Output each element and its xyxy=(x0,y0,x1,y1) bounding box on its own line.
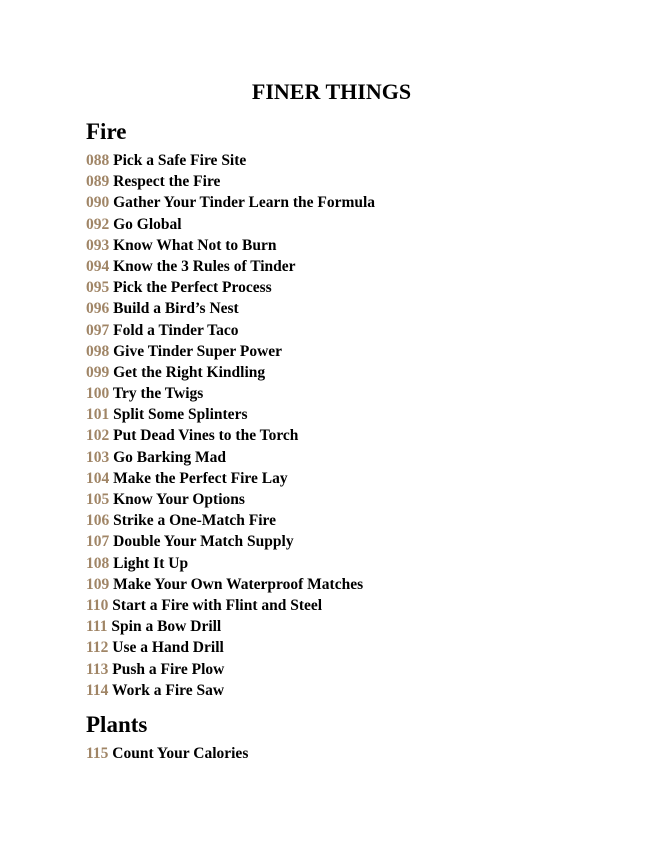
toc-entry[interactable] xyxy=(86,489,375,510)
toc-entry[interactable] xyxy=(86,383,375,404)
toc-entry[interactable] xyxy=(86,404,375,425)
toc-entry[interactable] xyxy=(86,256,375,277)
toc-entry-title: Know the 3 Rules of Tinder xyxy=(113,257,296,275)
toc-entry[interactable] xyxy=(86,531,375,552)
toc-entry-title: Know Your Options xyxy=(113,491,245,508)
toc-entry[interactable] xyxy=(86,192,375,213)
toc-entry[interactable] xyxy=(86,574,375,595)
toc-entry-title: Light It Up xyxy=(113,554,189,572)
toc-entry-number: 098 xyxy=(86,342,110,360)
toc-entry-title: Use a Hand Drill xyxy=(112,639,224,657)
toc-entry-title: Pick the Perfect Process xyxy=(113,279,272,297)
toc-entry-number: 113 xyxy=(86,660,109,678)
toc-entry-number: 110 xyxy=(86,596,109,614)
toc-entry[interactable] xyxy=(86,616,375,637)
toc-entry-number: 095 xyxy=(86,279,110,297)
toc-entry-number: 088 xyxy=(86,152,110,169)
toc-entry-title: Work a Fire Saw xyxy=(112,681,225,699)
toc-entry[interactable] xyxy=(86,468,375,489)
toc-entry-title: Gather Your Tinder Learn the Formula xyxy=(113,194,376,212)
toc-entry[interactable] xyxy=(86,510,375,531)
toc-entry-number: 101 xyxy=(86,406,110,424)
toc-list-fire xyxy=(86,150,375,701)
toc-entry-title: Build a Bird’s Nest xyxy=(113,300,239,318)
toc-entry[interactable] xyxy=(86,277,375,298)
toc-entry[interactable] xyxy=(86,362,375,383)
page-title: FINER THINGS xyxy=(251,79,412,104)
toc-entry[interactable] xyxy=(86,553,375,574)
toc-entry-number: 114 xyxy=(86,681,109,699)
toc-entry-title: Know What Not to Burn xyxy=(113,236,277,254)
toc-entry-number: 104 xyxy=(86,469,110,487)
toc-entry-title: Count Your Calories xyxy=(112,745,249,762)
toc-entry-title: Split Some Splinters xyxy=(113,406,248,424)
toc-entry-number: 103 xyxy=(86,448,110,466)
toc-entry-number: 090 xyxy=(86,194,110,212)
toc-entry-title: Put Dead Vines to the Torch xyxy=(113,427,299,445)
toc-entry[interactable] xyxy=(86,235,375,256)
toc-entry-number: 099 xyxy=(86,363,110,381)
toc-entry-title: Double Your Match Supply xyxy=(113,533,294,551)
toc-entry-number: 107 xyxy=(86,533,110,551)
toc-entry-title: Pick a Safe Fire Site xyxy=(113,152,247,169)
toc-list-plants xyxy=(86,743,248,764)
toc-entry-title: Go Global xyxy=(113,215,182,233)
toc-entry-number: 097 xyxy=(86,321,110,339)
toc-entry-title: Make the Perfect Fire Lay xyxy=(113,469,288,487)
toc-entry-number: 111 xyxy=(86,618,108,636)
toc-entry[interactable] xyxy=(86,150,375,171)
toc-entry-title: Go Barking Mad xyxy=(113,448,226,466)
toc-entry[interactable] xyxy=(86,320,375,341)
toc-entry-number: 109 xyxy=(86,575,110,593)
toc-entry-number: 092 xyxy=(86,215,110,233)
toc-entry[interactable] xyxy=(86,425,375,446)
toc-entry[interactable] xyxy=(86,298,375,319)
toc-entry-title: Fold a Tinder Taco xyxy=(113,321,239,339)
toc-entry-title: Strike a One-Match Fire xyxy=(113,512,276,530)
toc-entry-number: 093 xyxy=(86,236,110,254)
toc-entry[interactable] xyxy=(86,680,375,701)
toc-entry-title: Spin a Bow Drill xyxy=(111,618,222,636)
toc-entry[interactable] xyxy=(86,341,375,362)
toc-entry-number: 115 xyxy=(86,745,109,762)
toc-entry-number: 112 xyxy=(86,639,109,657)
toc-entry-title: Make Your Own Waterproof Matches xyxy=(113,575,364,593)
toc-entry-title: Get the Right Kindling xyxy=(113,363,266,381)
toc-entry[interactable] xyxy=(86,214,375,235)
toc-entry-title: Push a Fire Plow xyxy=(112,660,225,678)
toc-entry[interactable] xyxy=(86,595,375,616)
toc-entry-title: Try the Twigs xyxy=(112,385,204,403)
toc-entry-number: 096 xyxy=(86,300,110,318)
toc-entry-number: 102 xyxy=(86,427,110,445)
toc-entry-number: 100 xyxy=(86,385,110,403)
toc-entry[interactable] xyxy=(86,447,375,468)
toc-entry-number: 106 xyxy=(86,512,110,530)
toc-entry-number: 089 xyxy=(86,173,110,191)
toc-entry-title: Give Tinder Super Power xyxy=(113,342,283,360)
toc-entry-title: Respect the Fire xyxy=(113,173,221,191)
toc-entry-number: 108 xyxy=(86,554,110,572)
toc-entry-number: 105 xyxy=(86,491,110,508)
toc-entry[interactable] xyxy=(86,743,248,764)
toc-entry[interactable] xyxy=(86,659,375,680)
toc-entry-number: 094 xyxy=(86,257,110,275)
section-heading-fire: Fire xyxy=(86,119,127,144)
toc-entry-title: Start a Fire with Flint and Steel xyxy=(112,596,323,614)
toc-entry[interactable] xyxy=(86,637,375,658)
toc-entry[interactable] xyxy=(86,171,375,192)
section-heading-plants: Plants xyxy=(86,712,148,737)
